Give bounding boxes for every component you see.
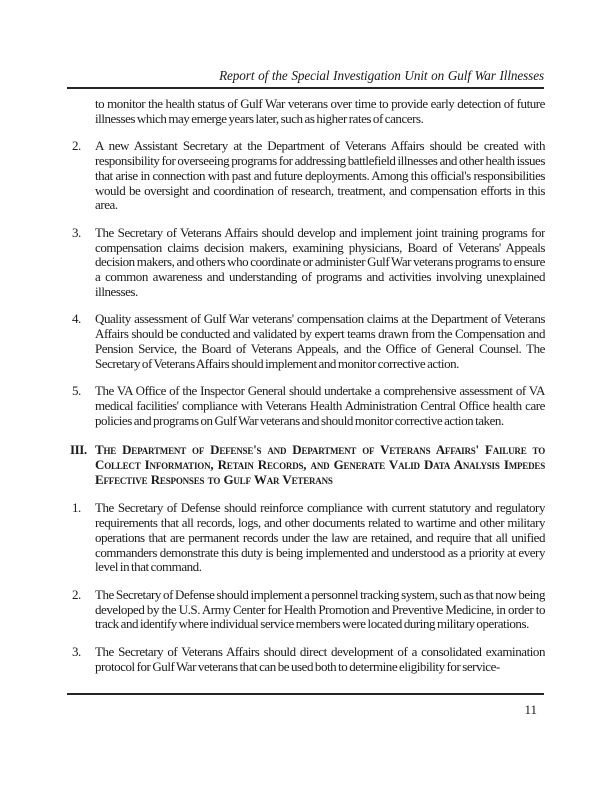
item-number: 4. [72, 311, 81, 327]
numbered-item-iii-3 [67, 645, 545, 674]
item-text: The Secretary of Veterans Affairs should direct development of a consolidated examination protocol for Gulf War veterans that can be used both to determine eligibility for service- [95, 644, 545, 674]
page-header [67, 69, 544, 89]
running-header-title: Report of the Special Investigation Unit on Gulf War Illnesses [219, 68, 544, 83]
numbered-item-4 [67, 312, 545, 371]
item-text: The Secretary of Veterans Affairs should develop and implement joint training programs for compensation claims decision makers, examining physicians, Board of Veterans' Appeals decision makers, and others who coordinate or administer Gulf War veterans programs to ensure a common awareness and understanding of programs and activities involving unexplained illnesses. [95, 224, 545, 299]
item-number: 3. [72, 224, 81, 240]
item-number: 2. [72, 586, 81, 602]
item-text: The VA Office of the Inspector General should undertake a comprehensive assessment of VA medical facilities' compliance with Veterans Health Administration Central Office health care policies and programs on Gulf War veterans and should monitor corrective action taken. [95, 383, 545, 428]
item-text: The Secretary of Defense should reinforce compliance with current statutory and regulatory requirements that all records, logs, and other documents related to wartime and other military operations that are permanent records under the law are retained, and require that all unified commanders demonstrate this duty is being implemented and understood as a priority at every level in that command. [95, 500, 545, 575]
page-body [67, 97, 545, 691]
numbered-item-3 [67, 226, 545, 300]
item-text: The Secretary of Defense should implement a personnel tracking system, such as that now being developed by the U.S. Army Center for Health Promotion and Preventive Medicine, in order to track and identify where individual service members were located during military operations. [95, 586, 545, 632]
paragraph-text: to monitor the health status of Gulf War veterans over time to provide early detection of future illnesses which may emerge years later, such as higher rates of cancers. [95, 97, 545, 126]
numbered-item-iii-2 [67, 588, 545, 632]
numbered-item-iii-1 [67, 501, 545, 575]
numbered-item-5 [67, 384, 545, 428]
section-title: The Department of Defense's and Department of Veterans Affairs' Failure to Collect Information, Retain Records, and Generate Valid Data Analysis Impedes Effective Responses to Gulf War Veterans [95, 442, 545, 487]
paragraph-continuation [67, 97, 545, 126]
numbered-item-2 [67, 139, 545, 213]
item-number: 2. [72, 138, 81, 154]
section-heading-iii [67, 443, 545, 487]
header-rule [67, 87, 544, 89]
item-text: A new Assistant Secretary at the Department of Veterans Affairs should be created with responsibility for overseeing programs for addressing battlefield illnesses and other health issues that arise in connection with past and future deployments. Among this official's responsibilities would be oversight and coordination of research, treatment, and compensation efforts in this area. [95, 138, 545, 213]
footer-rule [67, 693, 544, 695]
item-number: 3. [72, 644, 81, 660]
item-text: Quality assessment of Gulf War veterans' compensation claims at the Department of Veterans Affairs should be conducted and validated by expert teams drawn from the Compensation and Pension Service, the Board of Veterans Appeals, and the Office of General Counsel. The Secretary of Veterans Affairs should implement and monitor corrective action. [95, 311, 545, 371]
section-number: III. [70, 442, 87, 458]
item-number: 1. [72, 500, 81, 516]
item-number: 5. [72, 383, 81, 399]
page-number: 11 [524, 702, 537, 717]
